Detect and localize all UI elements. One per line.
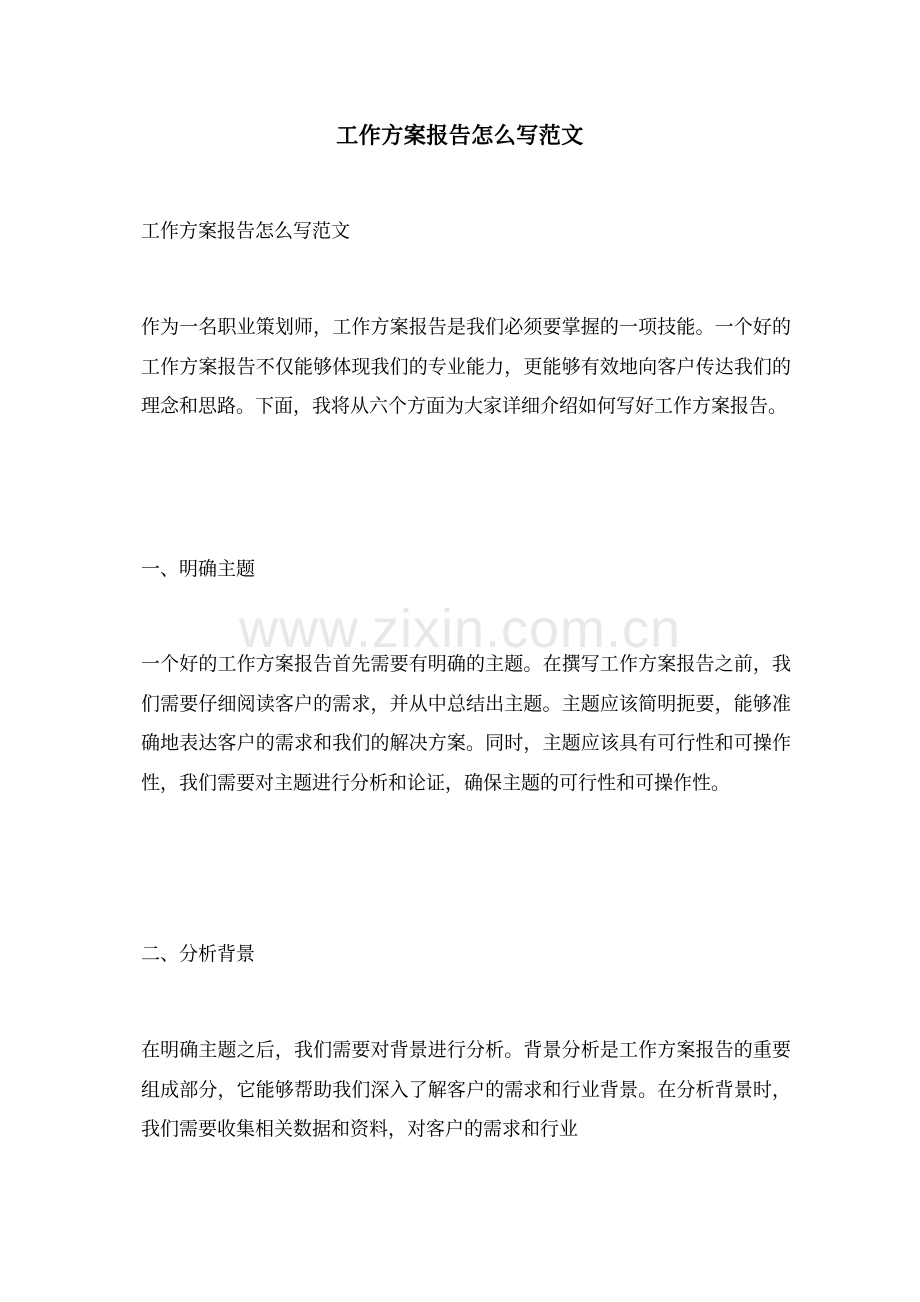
- section-2-paragraph-text: 在明确主题之后，我们需要对背景进行分析。背景分析是工作方案报告的重要组成部分，它能够帮助我们深入了解客户的需求和行业背景。在分析背景时，我们需要收集相关数据和资料，对客户的需求和行业: [141, 1039, 791, 1140]
- subtitle-text: 工作方案报告怎么写范文: [141, 220, 351, 242]
- section-1-paragraph: [141, 645, 791, 803]
- section-heading-1-text: 一、明确主题: [141, 558, 256, 580]
- document-title: 工作方案报告怎么写范文: [336, 123, 584, 149]
- intro-paragraph-text: 作为一名职业策划师，工作方案报告是我们必须要掌握的一项技能。一个好的工作方案报告不仅能够体现我们的专业能力，更能够有效地向客户传达我们的理念和思路。下面，我将从六个方面为大家详细介绍如何写好工作方案报告。: [141, 316, 791, 417]
- document-subtitle: [141, 212, 791, 252]
- section-2-paragraph: [141, 1031, 791, 1150]
- section-heading-2-text: 二、分析背景: [141, 943, 256, 965]
- watermark: www.zixin.com.cn: [238, 599, 682, 659]
- section-heading-1: [141, 550, 791, 590]
- section-heading-2: [141, 935, 791, 975]
- section-1-paragraph-text: 一个好的工作方案报告首先需要有明确的主题。在撰写工作方案报告之前，我们需要仔细阅读客户的需求，并从中总结出主题。主题应该简明扼要，能够准确地表达客户的需求和我们的解决方案。同时，主题应该具有可行性和可操作性，我们需要对主题进行分析和论证，确保主题的可行性和可操作性。: [141, 653, 791, 794]
- intro-paragraph: [141, 308, 791, 427]
